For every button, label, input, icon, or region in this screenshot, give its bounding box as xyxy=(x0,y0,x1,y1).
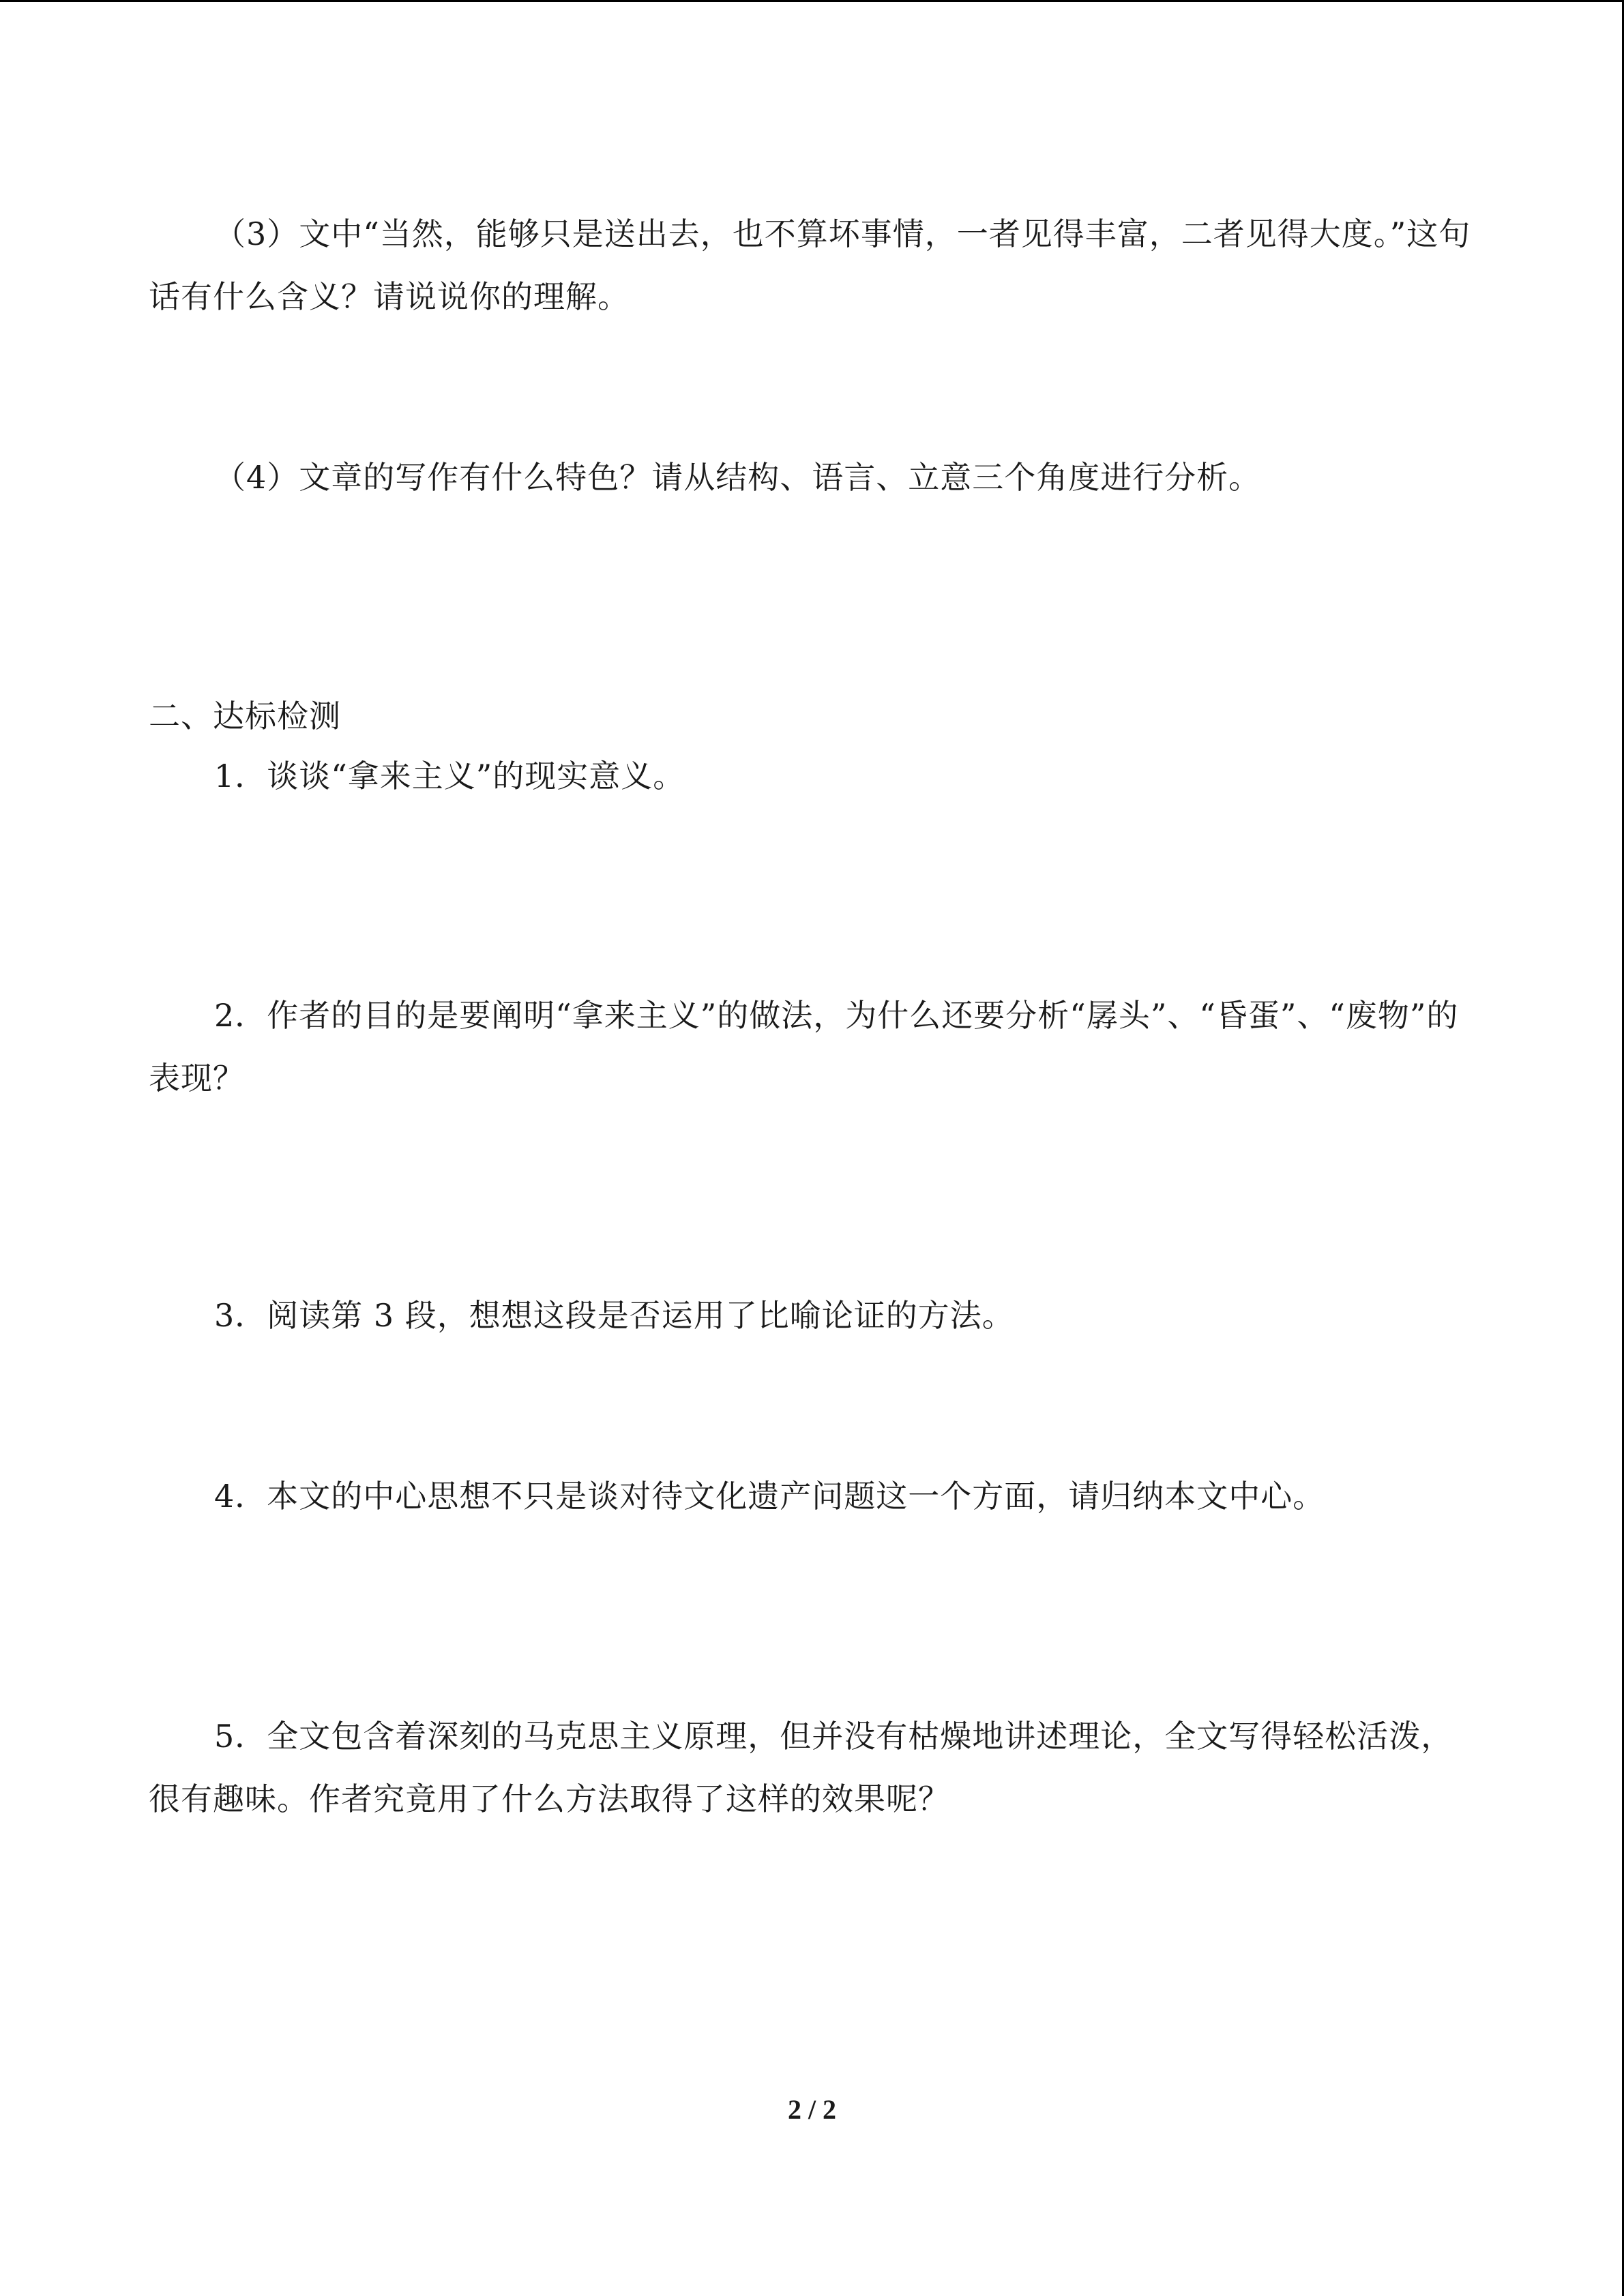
assessment-item-4: 4．本文的中心思想不只是谈对待文化遗产问题这一个方面，请归纳本文中心。 xyxy=(214,1478,1325,1515)
assessment-item-1: 1．谈谈“拿来主义”的现实意义。 xyxy=(214,758,685,794)
section-heading-assessment: 二、达标检测 xyxy=(149,698,341,734)
assessment-item-5: 5．全文包含着深刻的马克思主义原理，但并没有枯燥地讲述理论，全文写得轻松活泼，很有趣味。作者究竟用了什么方法取得了这样的效果呢？ xyxy=(149,1718,1453,1817)
page-number: 2 / 2 xyxy=(787,2094,837,2125)
assessment-item-2: 2．作者的目的是要阐明“拿来主义”的做法，为什么还要分析“孱头”、“昏蛋”、“废物”的表现？ xyxy=(149,997,1459,1097)
question-4-text: （4）文章的写作有什么特色？请从结构、语言、立意三个角度进行分析。 xyxy=(214,459,1261,496)
assessment-item-3: 3．阅读第 3 段，想想这段是否运用了比喻论证的方法。 xyxy=(214,1297,1014,1334)
question-3-text: （3）文中“当然，能够只是送出去，也不算坏事情，一者见得丰富，二者见得大度。”这句话有什么含义？请说说你的理解。 xyxy=(149,215,1471,315)
